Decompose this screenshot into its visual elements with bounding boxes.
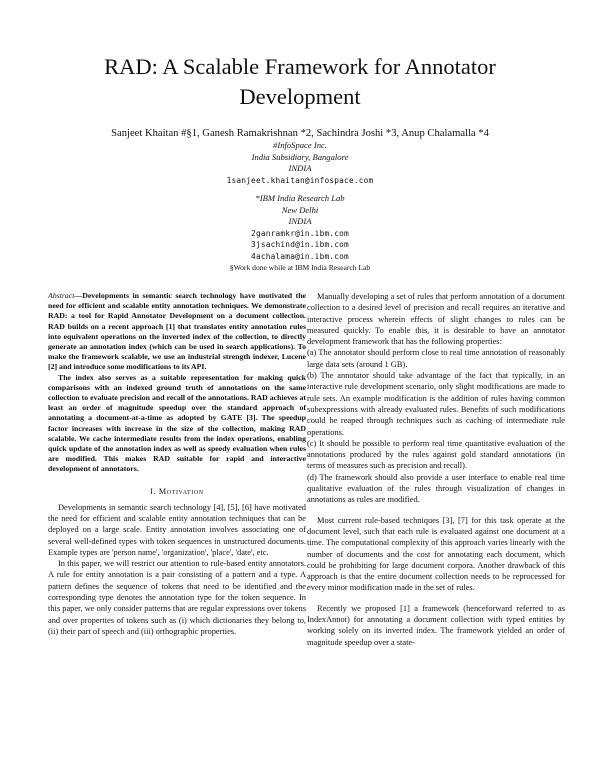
property-item-d: (d) The framework should also provide a user interface to enable real time qualitative evaluation of the rules through visualization of changes in annotations as rules are modified. <box>307 472 565 505</box>
affiliation-country: INDIA <box>288 163 312 173</box>
abstract-paragraph-2: The index also serves as a suitable representation for making quick comparisons with an indexed ground truth of annotations on the same collection to evaluate precision and recall of the annotations. RAD achieves at least an order of magnitude speedup over the standard approach of annotating a document-at-a-time as adopted by GATE [3]. The speedup factor increases with increase in the size of the collection, making RAD scalable. We cache intermediate results from the index operations, enabling quick update of the annotation index as well as speedy evaluation when rules are modified. This makes RAD suitable for rapid and interactive development of annotators. <box>48 372 306 474</box>
affiliation-ibm <box>100 193 500 262</box>
abstract-paragraph-1 <box>48 291 306 373</box>
body-paragraph: Recently we proposed [1] a framework (henceforward referred to as IndexAnnot) for annotating a document collection with typed entities by working solely on its inverted index. The framework yielded an order of magnitude speedup over a state- <box>307 603 565 647</box>
author-email: 2ganramkr@in.ibm.com <box>251 228 349 238</box>
footnote-work-done: §Work done while at IBM India Research Lab <box>229 263 371 272</box>
paragraph-gap <box>307 594 565 603</box>
author-email: 1sanjeet.khaitan@infospace.com <box>226 175 374 185</box>
abstract-label: Abstract <box>48 291 75 300</box>
right-column <box>307 291 565 648</box>
body-paragraph: Developments in semantic search technology [4], [5], [6] have motivated the need for efficient and scalable entity annotation techniques that can be deployed on a large scale. Entity annotation involves associating one of several well-defined types with token sequences in unstructured documents. Example types are 'person name', 'organization', 'place', 'date', etc. <box>48 502 306 557</box>
author-list: Sanjeet Khaitan #§1, Ganesh Ramakrishnan *2, Sachindra Joshi *3, Anup Chalamalla *4 <box>111 128 489 139</box>
affiliation-name: #InfoSpace Inc. <box>273 140 327 150</box>
affiliation-country: INDIA <box>288 216 312 226</box>
left-column <box>48 291 306 637</box>
property-item-c: (c) It should be possible to perform real time quantitative evaluation of the annotations produced by the rules against gold standard annotations (in terms of measures such as precision and recall). <box>307 438 565 471</box>
author-email: 4achalama@in.ibm.com <box>251 251 349 261</box>
abstract-text: —Developments in semantic search technology have motivated the need for efficient and scalable entity annotation techniques. We demonstrate RAD: a tool for Rapid Annotator Development on a document collection. RAD builds on a recent approach [1] that translates entity annotation rules into equivalent operations on the inverted index of the collection, to directly generate an annotation index (which can be used in search applications). To make the framework scalable, we use an industrial strength indexer, Lucene [2] and introduce some modifications to its API. <box>48 291 306 372</box>
property-item-a: (a) The annotator should perform close to real time annotation of reasonably large data sets (around 1 GB). <box>307 348 565 369</box>
body-paragraph: In this paper, we will restrict our attention to rule-based entity annotators. A rule for entity annotation is a pair consisting of a pattern and a type. A pattern defines the sequence of tokens that need to be identified and the corresponding type denotes the annotation type for the token sequence. In this paper, we only consider patterns that are regular expressions over tokens and over properties of tokens such as (i) which dictionaries they belong to, (ii) their part of speech and (iii) orthographic properties. <box>48 559 306 636</box>
body-paragraph: Most current rule-based techniques [3], [7] for this task operate at the document level, such that each rule is evaluated against one document at a time. The computational complexity of this approach varies linearly with the number of documents and the cost for annotating each document, which could be prohibiting for large document corpora. Another drawback of this approach is that the entire document collection needs to be reprocessed for every minor modification made in the set of rules. <box>307 515 565 593</box>
author-email: 3jsachind@in.ibm.com <box>251 240 349 249</box>
body-paragraph: Manually developing a set of rules that perform annotation of a document collection to a desired level of precision and recall requires an iterative and interactive process wherein effects of slight changes to rules can be measured quickly. To enable this, it is desirable to have an annotator development framework that has the following properties: <box>307 292 565 347</box>
affiliation-infospace <box>100 140 500 186</box>
section-heading-motivation: I. Motivation <box>150 486 204 496</box>
affiliation-name: *IBM India Research Lab <box>255 193 345 203</box>
affiliation-subsidiary: India Subsidiary, Bangalore <box>251 151 349 162</box>
paragraph-gap <box>307 506 565 515</box>
paper-title: RAD: A Scalable Framework for Annotator Development <box>104 54 496 109</box>
affiliation-city: New Delhi <box>281 204 319 215</box>
property-item-b: (b) The annotator should take advantage of the fact that typically, in an interactive rule development scenario, only slight modifications are made to rule sets. An example modification is the addition of rules having common subexpressions with already evaluated rules. Benefits of such modifications could be reaped through techniques such as caching of intermediate rule operations. <box>307 371 565 437</box>
